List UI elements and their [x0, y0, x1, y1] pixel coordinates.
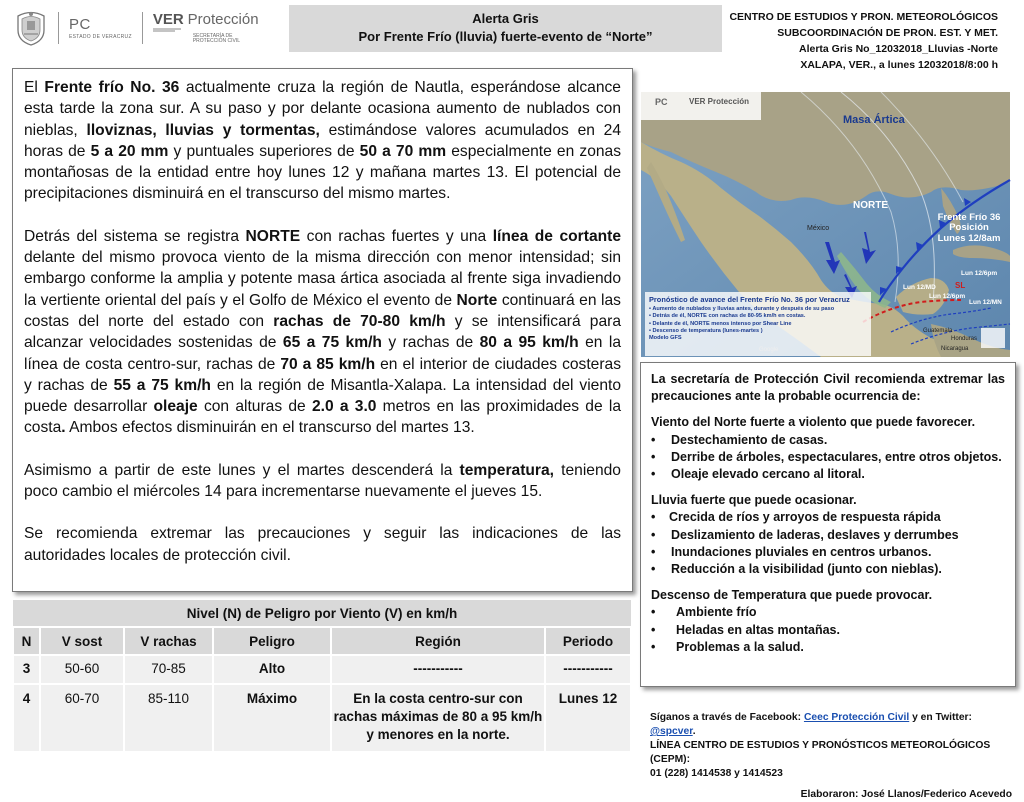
body-text: en la línea de costa centro-sur, rachas de	[24, 334, 621, 373]
cell-region: -----------	[331, 655, 545, 684]
twitter-link[interactable]: @spcver	[650, 726, 693, 737]
emphasis-text: 50 a 70 mm	[359, 142, 447, 160]
emphasis-text: NORTE	[245, 227, 301, 245]
body-text: con alturas de	[197, 398, 312, 416]
map-caption-item: • Aumento de nublados y lluvias antes, durante y después de su paso	[649, 306, 835, 313]
footer-social-post: .	[692, 726, 696, 737]
pc-logo	[69, 17, 132, 40]
body-text: teniendo poco cambio el miércoles 14 para incrementarse nuevamente el jueves 15.	[24, 461, 621, 501]
alert-subtitle: Por Frente Frío (lluvia) fuerte-evento de “Norte”	[358, 29, 653, 44]
cell-periodo: Lunes 12	[545, 684, 631, 752]
map-caption-item: • Descenso de temperatura (lunes-martes )	[649, 327, 763, 334]
col-header-v-rachas: V rachas	[124, 627, 213, 655]
list-item: • Deslizamiento de laderas, deslaves y derrumbes	[651, 527, 1005, 544]
emphasis-text: Frente frío No. 36	[44, 79, 180, 96]
list-item: • Inundaciones pluviales en centros urbanos.	[651, 544, 1005, 561]
wind-danger-table	[12, 600, 632, 753]
emphasis-text: temperatura,	[459, 461, 555, 479]
map-pc-logo: PC	[655, 97, 668, 107]
body-text: estimándose valores acumulados en 24 horas de	[24, 121, 621, 160]
col-header-peligro: Peligro	[213, 627, 331, 655]
list-item: • Derribe de árboles, espectaculares, entre otros objetos.	[651, 449, 1005, 466]
alert-title: Alerta Gris	[472, 11, 539, 26]
body-text: continuará en las costas del norte del estado con	[24, 291, 621, 330]
emphasis-text: línea de cortante	[492, 227, 622, 245]
cell-region: En la costa centro-sur con rachas máximas de 80 a 95 km/h y menores en la norte.	[331, 684, 545, 752]
paragraph-frente	[24, 77, 621, 205]
col-header-v-sost: V sost	[40, 627, 124, 655]
body-text: Ambos efectos disminuirán en el transcurso del martes 13.	[65, 419, 475, 437]
reco-temp-title: Descenso de Temperatura que puede provocar.	[651, 588, 933, 603]
center-info	[698, 9, 998, 73]
map-google-label: Google	[759, 347, 779, 353]
list-item: • Oleaje elevado cercano al litoral.	[651, 466, 1005, 483]
map-label-sl: SL	[955, 281, 966, 290]
emphasis-text: 70 a 85 km/h	[280, 355, 376, 373]
paragraph-temperatura	[24, 460, 621, 503]
emphasis-text: oleaje	[153, 398, 198, 416]
map-caption-item: • Delante de él, NORTE menos intenso por Shear Line	[649, 320, 792, 327]
map-model-label: Modelo GFS	[649, 335, 682, 342]
footer-social-mid: y en Twitter:	[909, 712, 972, 723]
body-text: y rachas de	[381, 334, 480, 352]
list-item: • Ambiente frío	[651, 604, 1005, 621]
body-text: Se recomienda extremar las precauciones y seguir las indicaciones de las autoridades locales de protección civil.	[24, 525, 621, 564]
list-item: • Destechamiento de casas.	[651, 432, 1005, 449]
cell-v-rachas: 85-110	[124, 684, 213, 752]
cell-n: 3	[13, 655, 40, 684]
cell-v-sost: 60-70	[40, 684, 124, 752]
body-text: especialmente en zonas montañosas de la entidad entre hoy lunes 12 y mañana martes 13. El potencial de precipitaciones disminuirá en el transcurso del mismo martes.	[24, 142, 622, 203]
map-label-honduras: Honduras	[951, 336, 978, 342]
map-label-lun-md: Lun 12/MD	[903, 284, 936, 291]
ver-proteccion-logo	[153, 12, 259, 45]
map-label-lun-6pm-right: Lun 12/6pm	[961, 270, 998, 277]
ver-mark: VER	[152, 10, 184, 28]
reco-rain-list	[651, 509, 1005, 578]
footer	[650, 711, 1012, 802]
center-line-2: SUBCOORDINACIÓN DE PRON. EST. Y MET.	[777, 27, 998, 39]
cell-v-sost: 50-60	[40, 655, 124, 684]
emphasis-text: 5 a 20 mm	[90, 142, 169, 160]
center-line-1: CENTRO DE ESTUDIOS Y PRON. METEOROLÓGICOS	[729, 11, 998, 23]
col-header-n: N	[13, 627, 40, 655]
emphasis-text: lloviznas, lluvias y tormentas,	[86, 121, 320, 139]
table-row	[13, 684, 631, 752]
logo-divider	[58, 12, 59, 44]
center-line-4: XALAPA, VER., a lunes 12032018/8:00 h	[800, 59, 998, 71]
forecast-map	[641, 92, 1010, 357]
body-text: en la región de Misantla-Xalapa. La intensidad del viento puede desarrollar	[24, 376, 622, 416]
map-caption-list	[649, 306, 871, 335]
body-text: Asimismo a partir de este lunes y el martes descenderá la	[24, 461, 460, 479]
map-label-nicaragua: Nicaragua	[941, 346, 969, 352]
recommendations-box	[640, 362, 1016, 687]
ver-subtitle-2: PROTECCIÓN CIVIL	[192, 38, 241, 44]
cell-v-rachas: 70-85	[124, 655, 213, 684]
logo-divider-2	[142, 12, 143, 44]
map-label-lun-mn: Lun 12/MN	[969, 299, 1002, 306]
list-item: • Heladas en altas montañas.	[651, 622, 1005, 639]
map-caption	[649, 296, 871, 341]
body-text: El	[24, 79, 45, 96]
map-label-norte: NORTE	[853, 200, 888, 211]
map-label-masa-artica: Masa Ártica	[843, 114, 905, 126]
footer-authors: Elaboraron: José Llanos/Federico Acevedo	[800, 789, 1012, 800]
header-logos	[14, 8, 284, 48]
ver-swoosh-icon	[153, 28, 181, 32]
reco-intro: La secretaría de Protección Civil recomienda extremar las precauciones ante la probable ocurrencia de:	[651, 372, 1005, 404]
cell-peligro: Alto	[213, 655, 331, 684]
pc-logo-subtitle: ESTADO DE VERACRUZ	[69, 33, 132, 40]
table-title: Nivel (N) de Peligro por Viento (V) en km/h	[13, 600, 631, 627]
reco-wind-list	[651, 432, 1005, 484]
emphasis-text: .	[61, 419, 66, 437]
emphasis-text: rachas de 70-80 km/h	[273, 312, 446, 330]
body-text: en el interior de ciudades costeras y rachas de	[24, 355, 622, 394]
cell-n: 4	[13, 684, 40, 752]
map-frente-line-3: Lunes 12/8am	[937, 232, 1001, 244]
wind-danger-table-wrap	[12, 600, 632, 756]
emphasis-text: 2.0 a 3.0	[311, 398, 377, 416]
paragraph-recomendacion	[24, 523, 621, 566]
center-line-3: Alerta Gris No_12032018_Lluvias -Norte	[798, 43, 998, 55]
list-item: • Reducción a la visibilidad (junto con nieblas).	[651, 561, 1005, 578]
map-caption-item-text: Aumento de nublados y lluvias antes, durante y después de su paso	[652, 306, 835, 313]
emphasis-text: 65 a 75 km/h	[282, 334, 382, 352]
footer-phone-line: 01 (228) 1414538 y 1414523	[650, 768, 783, 779]
footer-social-prefix: Síganos a través de Facebook:	[650, 712, 804, 723]
footer-social-line	[650, 711, 1012, 739]
reco-temp-list	[651, 604, 1005, 656]
body-text: y puntuales superiores de	[168, 142, 360, 160]
emphasis-text: 80 a 95 km/h	[479, 334, 579, 352]
ver-word: Protección	[187, 10, 259, 28]
footer-cepm-line: LÍNEA CENTRO DE ESTUDIOS Y PRONÓSTICOS METEOROLÓGICOS (CEPM):	[650, 740, 991, 765]
body-text: delante del mismo provoca viento de la misma dirección con menor intensidad; sin embargo conforme la amplia y potente masa ártica asociada al frente siga invadiendo la vertiente oriental del país y el Golfo de México el evento de	[24, 249, 621, 309]
map-label-frente	[936, 213, 1002, 244]
body-text: metros en las proximidades de la costa	[24, 398, 622, 437]
reco-wind-title: Viento del Norte fuerte a violento que puede favorecer.	[651, 415, 976, 430]
map-label-mexico: México	[807, 225, 830, 232]
col-header-region: Región	[331, 627, 545, 655]
map-label-lun-6pm: Lun 12/6pm	[929, 293, 966, 300]
map-caption-title: Pronóstico de avance del Frente Frío No. 36 por Veracruz	[649, 295, 850, 304]
ver-subtitle-1: SECRETARÍA DE	[192, 32, 233, 39]
map-caption-item-text: Delante de él, NORTE menos intenso por Shear Line	[652, 320, 792, 327]
body-text: Detrás del sistema se registra	[24, 227, 246, 245]
map-caption-item: • Detrás de él, NORTE con rachas de 80-95 km/h en costas.	[649, 313, 806, 320]
paragraph-norte	[24, 226, 621, 439]
body-text: con rachas fuertes y una	[300, 227, 493, 245]
map-caption-item-text: Descenso de temperatura (lunes-martes )	[652, 327, 763, 334]
emphasis-text: Norte	[456, 291, 498, 309]
map-label-guatemala: Guatemala	[923, 328, 953, 334]
cell-periodo: -----------	[545, 655, 631, 684]
facebook-link[interactable]: Ceec Protección Civil	[803, 712, 910, 723]
list-item: • Problemas a la salud.	[651, 639, 1005, 656]
map-frente-line-2: Posición	[949, 222, 989, 234]
map-frente-line-1: Frente Frío 36	[937, 212, 1001, 223]
pc-logo-text: PC	[69, 15, 91, 33]
veracruz-seal-icon	[14, 10, 48, 46]
emphasis-text: 55 a 75 km/h	[113, 376, 211, 394]
map-ver-logo: VER Protección	[689, 97, 750, 106]
alert-title-band	[289, 5, 722, 52]
main-bulletin-text	[12, 68, 633, 592]
body-text: actualmente cruza la región de Nautla, esperándose alcance esta tarde la zona sur. A su paso y por delante ocasiona aumento de nublados con nieblas,	[24, 79, 621, 139]
body-text: y se intensificará para alcanzar velocidades sostenidas de	[24, 312, 622, 352]
map-caption-item-text: Detrás de él, NORTE con rachas de 80-95 km/h en costas.	[652, 313, 806, 320]
list-item: • Crecida de ríos y arroyos de respuesta rápida	[651, 509, 1005, 526]
reco-rain-title: Lluvia fuerte que puede ocasionar.	[651, 493, 857, 508]
cell-peligro: Máximo	[213, 684, 331, 752]
table-row	[13, 655, 631, 684]
col-header-periodo: Periodo	[545, 627, 631, 655]
